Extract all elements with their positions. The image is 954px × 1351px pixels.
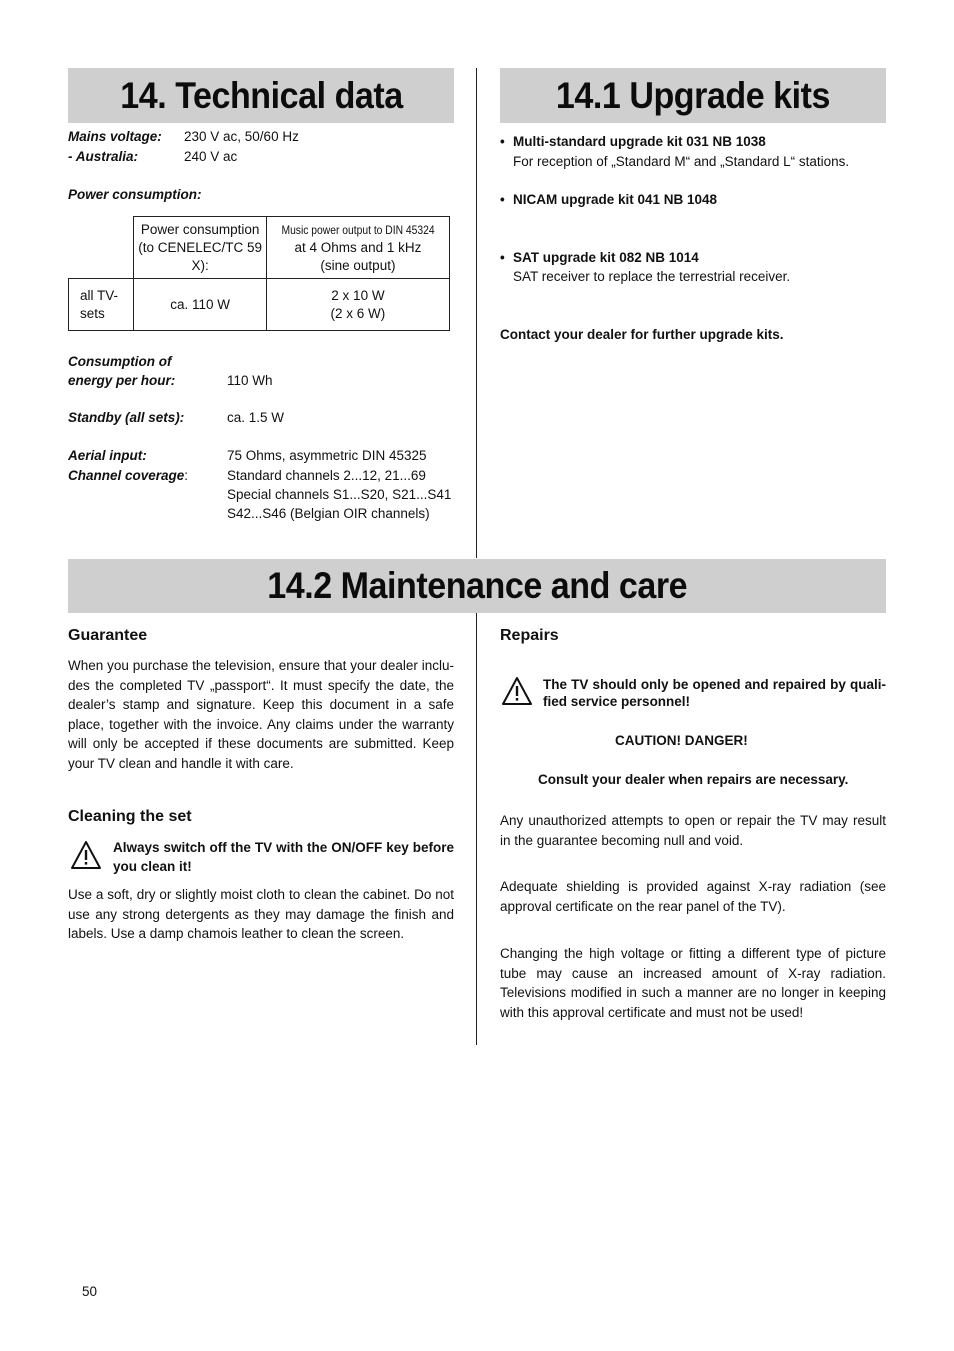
australia-value: 240 V ac <box>184 149 238 164</box>
cleaning-heading: Cleaning the set <box>68 808 192 825</box>
power-table-consumption-value: ca. 110 W <box>134 279 267 331</box>
upgrade-kits-banner <box>500 68 886 123</box>
aerial-input-label: Aerial input: <box>68 448 147 463</box>
header-music-line2: at 4 Ohms and 1 kHz <box>294 239 422 255</box>
standby-label: Standby (all sets): <box>68 410 185 425</box>
header-music-line3: (sine output) <box>320 257 396 273</box>
cleaning-text: Use a soft, dry or slightly moist cloth to clean the cabinet. Do not use any strong detergents as they may damage the finish and labels. Use a damp chamois leather to clean the screen. <box>68 887 454 941</box>
power-table-header-consumption <box>134 217 267 279</box>
upgrade-kits-title: 14.1 Upgrade kits <box>555 74 831 116</box>
caution-danger: CAUTION! DANGER! <box>615 733 748 748</box>
channel-coverage-value-2: Special channels S1...S20, S21...S41 <box>227 487 452 502</box>
technical-data-title: 14. Technical data <box>119 74 403 116</box>
cleaning-warning-icon <box>70 840 102 870</box>
header-music-line1: Music power output to DIN 45324 <box>281 222 435 237</box>
channel-coverage-value-3: S42...S46 (Belgian OIR channels) <box>227 506 430 521</box>
repairs-paragraph-2: Adequate shielding is provided against X-ray radiation (see approval certificate on the rear panel of the TV). <box>500 879 886 914</box>
energy-label-line1: Consumption of <box>68 354 172 369</box>
music-value-line1: 2 x 10 W <box>331 287 385 303</box>
repairs-warning-icon <box>501 676 533 706</box>
kit1-description: For reception of „Standard M“ and „Standard L“ stations. <box>513 154 850 169</box>
power-table <box>68 216 450 331</box>
kit3-name: SAT upgrade kit 082 NB 1014 <box>513 250 699 265</box>
kit1-name: Multi-standard upgrade kit 031 NB 1038 <box>513 134 766 149</box>
kit2-bullet: • <box>500 192 505 207</box>
header-consumption-line2: (to CENELEC/TC 59 X): <box>138 239 262 273</box>
maintenance-banner <box>68 559 886 613</box>
power-table-row-label <box>69 279 134 331</box>
australia-label: - Australia: <box>68 149 139 164</box>
technical-data-banner <box>68 68 454 123</box>
repairs-heading: Repairs <box>500 627 559 644</box>
energy-label-line2: energy per hour: <box>68 373 176 388</box>
channel-coverage-label <box>68 466 188 485</box>
channel-coverage-value-1: Standard channels 2...12, 21...69 <box>227 468 426 483</box>
kit3-description: SAT receiver to replace the terrestrial receiver. <box>513 269 791 284</box>
maintenance-title: 14.2 Maintenance and care <box>267 565 687 606</box>
mains-voltage-label: Mains voltage: <box>68 129 162 144</box>
energy-value: 110 Wh <box>227 373 273 388</box>
kit2-name: NICAM upgrade kit 041 NB 1048 <box>513 192 718 207</box>
row-label-line1: all TV- <box>80 287 119 303</box>
music-value-line2: (2 x 6 W) <box>330 305 386 321</box>
repairs-paragraph-1: Any unauthorized attempts to open or repair the TV may result in the guarantee becoming null and void. <box>500 813 886 848</box>
row-label-line2: sets <box>80 305 105 321</box>
column-divider-top <box>476 68 477 558</box>
aerial-input-value: 75 Ohms, asymmetric DIN 45325 <box>227 448 427 463</box>
channel-coverage-colon: : <box>184 468 189 483</box>
column-divider-bottom <box>476 613 477 1045</box>
power-table-corner <box>69 217 134 279</box>
guarantee-text: When you purchase the television, ensure that your dealer inclu-des the completed TV „passport“. It must specify the date, the dealer’s stamp and signature. Keep this document in a safe place, together with the invoice. Any claims under the warranty will only be accepted if these documents are submitted. Keep your TV clean and handle it with care. <box>68 658 454 771</box>
contact-dealer-note: Contact your dealer for further upgrade kits. <box>500 327 784 342</box>
cleaning-warning-text: Always switch off the TV with the ON/OFF key before you clean it! <box>113 840 454 874</box>
repairs-paragraph-3: Changing the high voltage or fitting a different type of picture tube may cause an increased amount of X-ray radiation. Televisions modified in such a manner are no longer in keeping with this approval certificate and must not be used! <box>500 946 886 1020</box>
consult-dealer: Consult your dealer when repairs are necessary. <box>538 772 849 787</box>
kit3-bullet: • <box>500 250 505 265</box>
mains-voltage-value: 230 V ac, 50/60 Hz <box>184 129 299 144</box>
power-table-header-music <box>266 217 449 279</box>
power-table-music-value <box>266 279 449 331</box>
page-number: 50 <box>82 1284 98 1299</box>
channel-coverage-label-text: Channel coverage <box>68 468 185 483</box>
header-consumption-line1: Power consumption <box>140 221 260 237</box>
kit1-bullet: • <box>500 134 505 149</box>
repairs-warning-text: The TV should only be opened and repaired by quali-fied service personnel! <box>543 677 886 709</box>
power-consumption-label: Power consumption: <box>68 187 202 202</box>
standby-value: ca. 1.5 W <box>227 410 285 425</box>
guarantee-heading: Guarantee <box>68 627 148 644</box>
